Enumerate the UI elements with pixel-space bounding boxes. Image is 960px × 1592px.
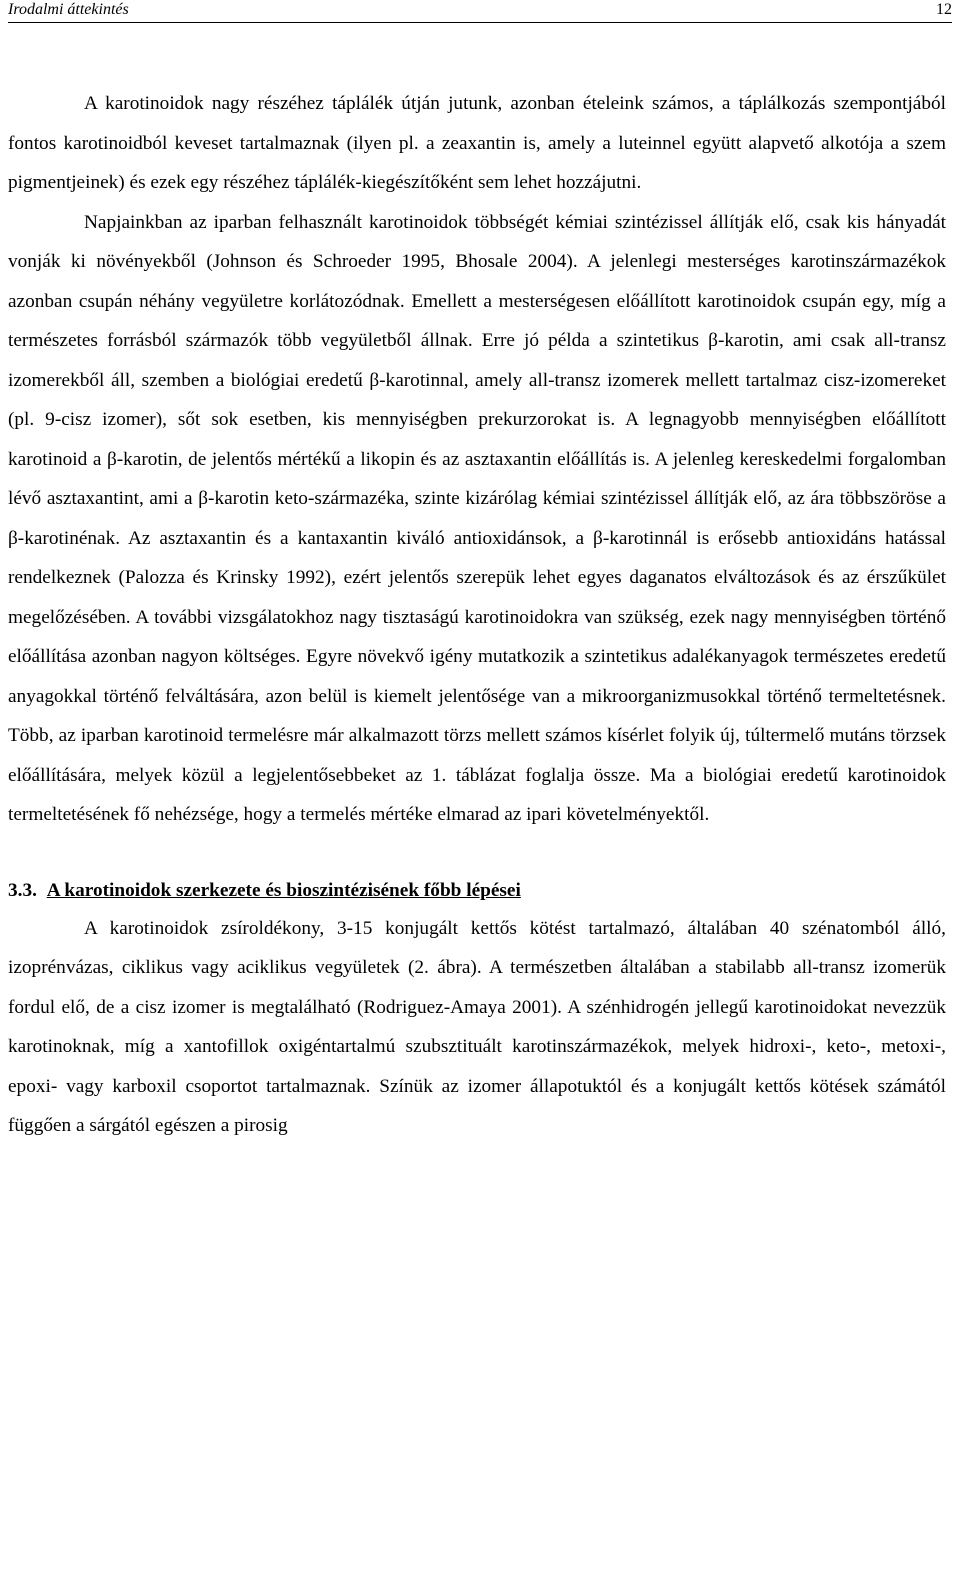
paragraph-structure: A karotinoidok zsíroldékony, 3-15 konjugált kettős kötést tartalmazó, általában 40 szénatomból álló, izoprénvázas, ciklikus vagy aciklikus vegyületek (2. ábra). A természetben általában a stabilabb all-transz izomerük fordul elő, de a cisz izomer is megtalálható (Rodriguez-Amaya 2001). A szénhidrogén jellegű karotinoidokat nevezzük karotinoknak, míg a xantofillok oxigéntartalmú szubsztituált karotinszármazékok, melyek hidroxi-, keto-, metoxi-, epoxi- vagy karboxil csoportot tartalmaznak. Színük az izomer állapotuktól és a konjugált kettős kötések számától függően a sárgától egészen a pirosig [8, 917, 946, 1136]
section-title: A karotinoidok szerkezete és bioszintézisének főbb lépései [46, 879, 521, 901]
section-heading [8, 877, 946, 905]
paragraph-intro: A karotinoidok nagy részéhez táplálék útján jutunk, azonban ételeink számos, a táplálkozás szempontjából fontos karotinoidból keveset tartalmaznak (ilyen pl. a zeaxantin is, amely a luteinnel együtt alapvető alkotója a szem pigmentjeinek) és ezek egy részéhez táplálék-kiegészítőként sem lehet hozzájutni. [8, 93, 946, 193]
running-header [8, 0, 952, 23]
page-body [8, 84, 946, 1146]
section-number: 3.3. [8, 879, 37, 901]
header-page-number: 12 [936, 1, 952, 18]
header-section-title: Irodalmi áttekintés [8, 1, 129, 18]
paragraph-industrial-production: Napjainkban az iparban felhasznált karotinoidok többségét kémiai szintézissel állítják elő, csak kis hányadát vonják ki növényekből (Johnson és Schroeder 1995, Bhosale 2004). A jelenlegi mesterséges karotinszármazékok azonban csupán néhány vegyületre korlátozódnak. Emellett a mesterségesen előállított karotinoidok csupán egy, míg a természetes forrásból származók több vegyületből állnak. Erre jó példa a szintetikus β-karotin, ami csak all-transz izomerekből áll, szemben a biológiai eredetű β-karotinnal, amely all-transz izomerek mellett tartalmaz cisz-izomereket (pl. 9-cisz izomer), sőt sok esetben, kis mennyiségben prekurzorokat is. A legnagyobb mennyiségben előállított karotinoid a β-karotin, de jelentős mértékű a likopin és az asztaxantin előállítás is. A jelenleg kereskedelmi forgalomban lévő asztaxantint, ami a β-karotin keto-származéka, szinte kizárólag kémiai szintézissel állítják elő, az ára többszöröse a β-karotinénak. Az asztaxantin és a kantaxantin kiváló antioxidánsok, a β-karotinnál is erősebb antioxidáns hatással rendelkeznek (Palozza és Krinsky 1992), ezért jelentős szerepük lehet egyes daganatos elváltozások és az érszűkület megelőzésében. A további vizsgálatokhoz nagy tisztaságú karotinoidokra van szükség, ezek nagy mennyiségben történő előállítása azonban nagyon költséges. Egyre növekvő igény mutatkozik a szintetikus adalékanyagok természetes eredetű anyagokkal történő felváltására, azon belül is kiemelt jelentősége van a mikroorganizmusokkal történő termeltetésnek. Több, az iparban karotinoid termelésre már alkalmazott törzs mellett számos kísérlet folyik új, túltermelő mutáns törzsek előállítására, melyek közül a legjelentősebbeket az 1. táblázat foglalja össze. Ma a biológiai eredetű karotinoidok termeltetésének fő nehézsége, hogy a termelés mértéke elmarad az ipari követelményektől. [8, 211, 946, 825]
